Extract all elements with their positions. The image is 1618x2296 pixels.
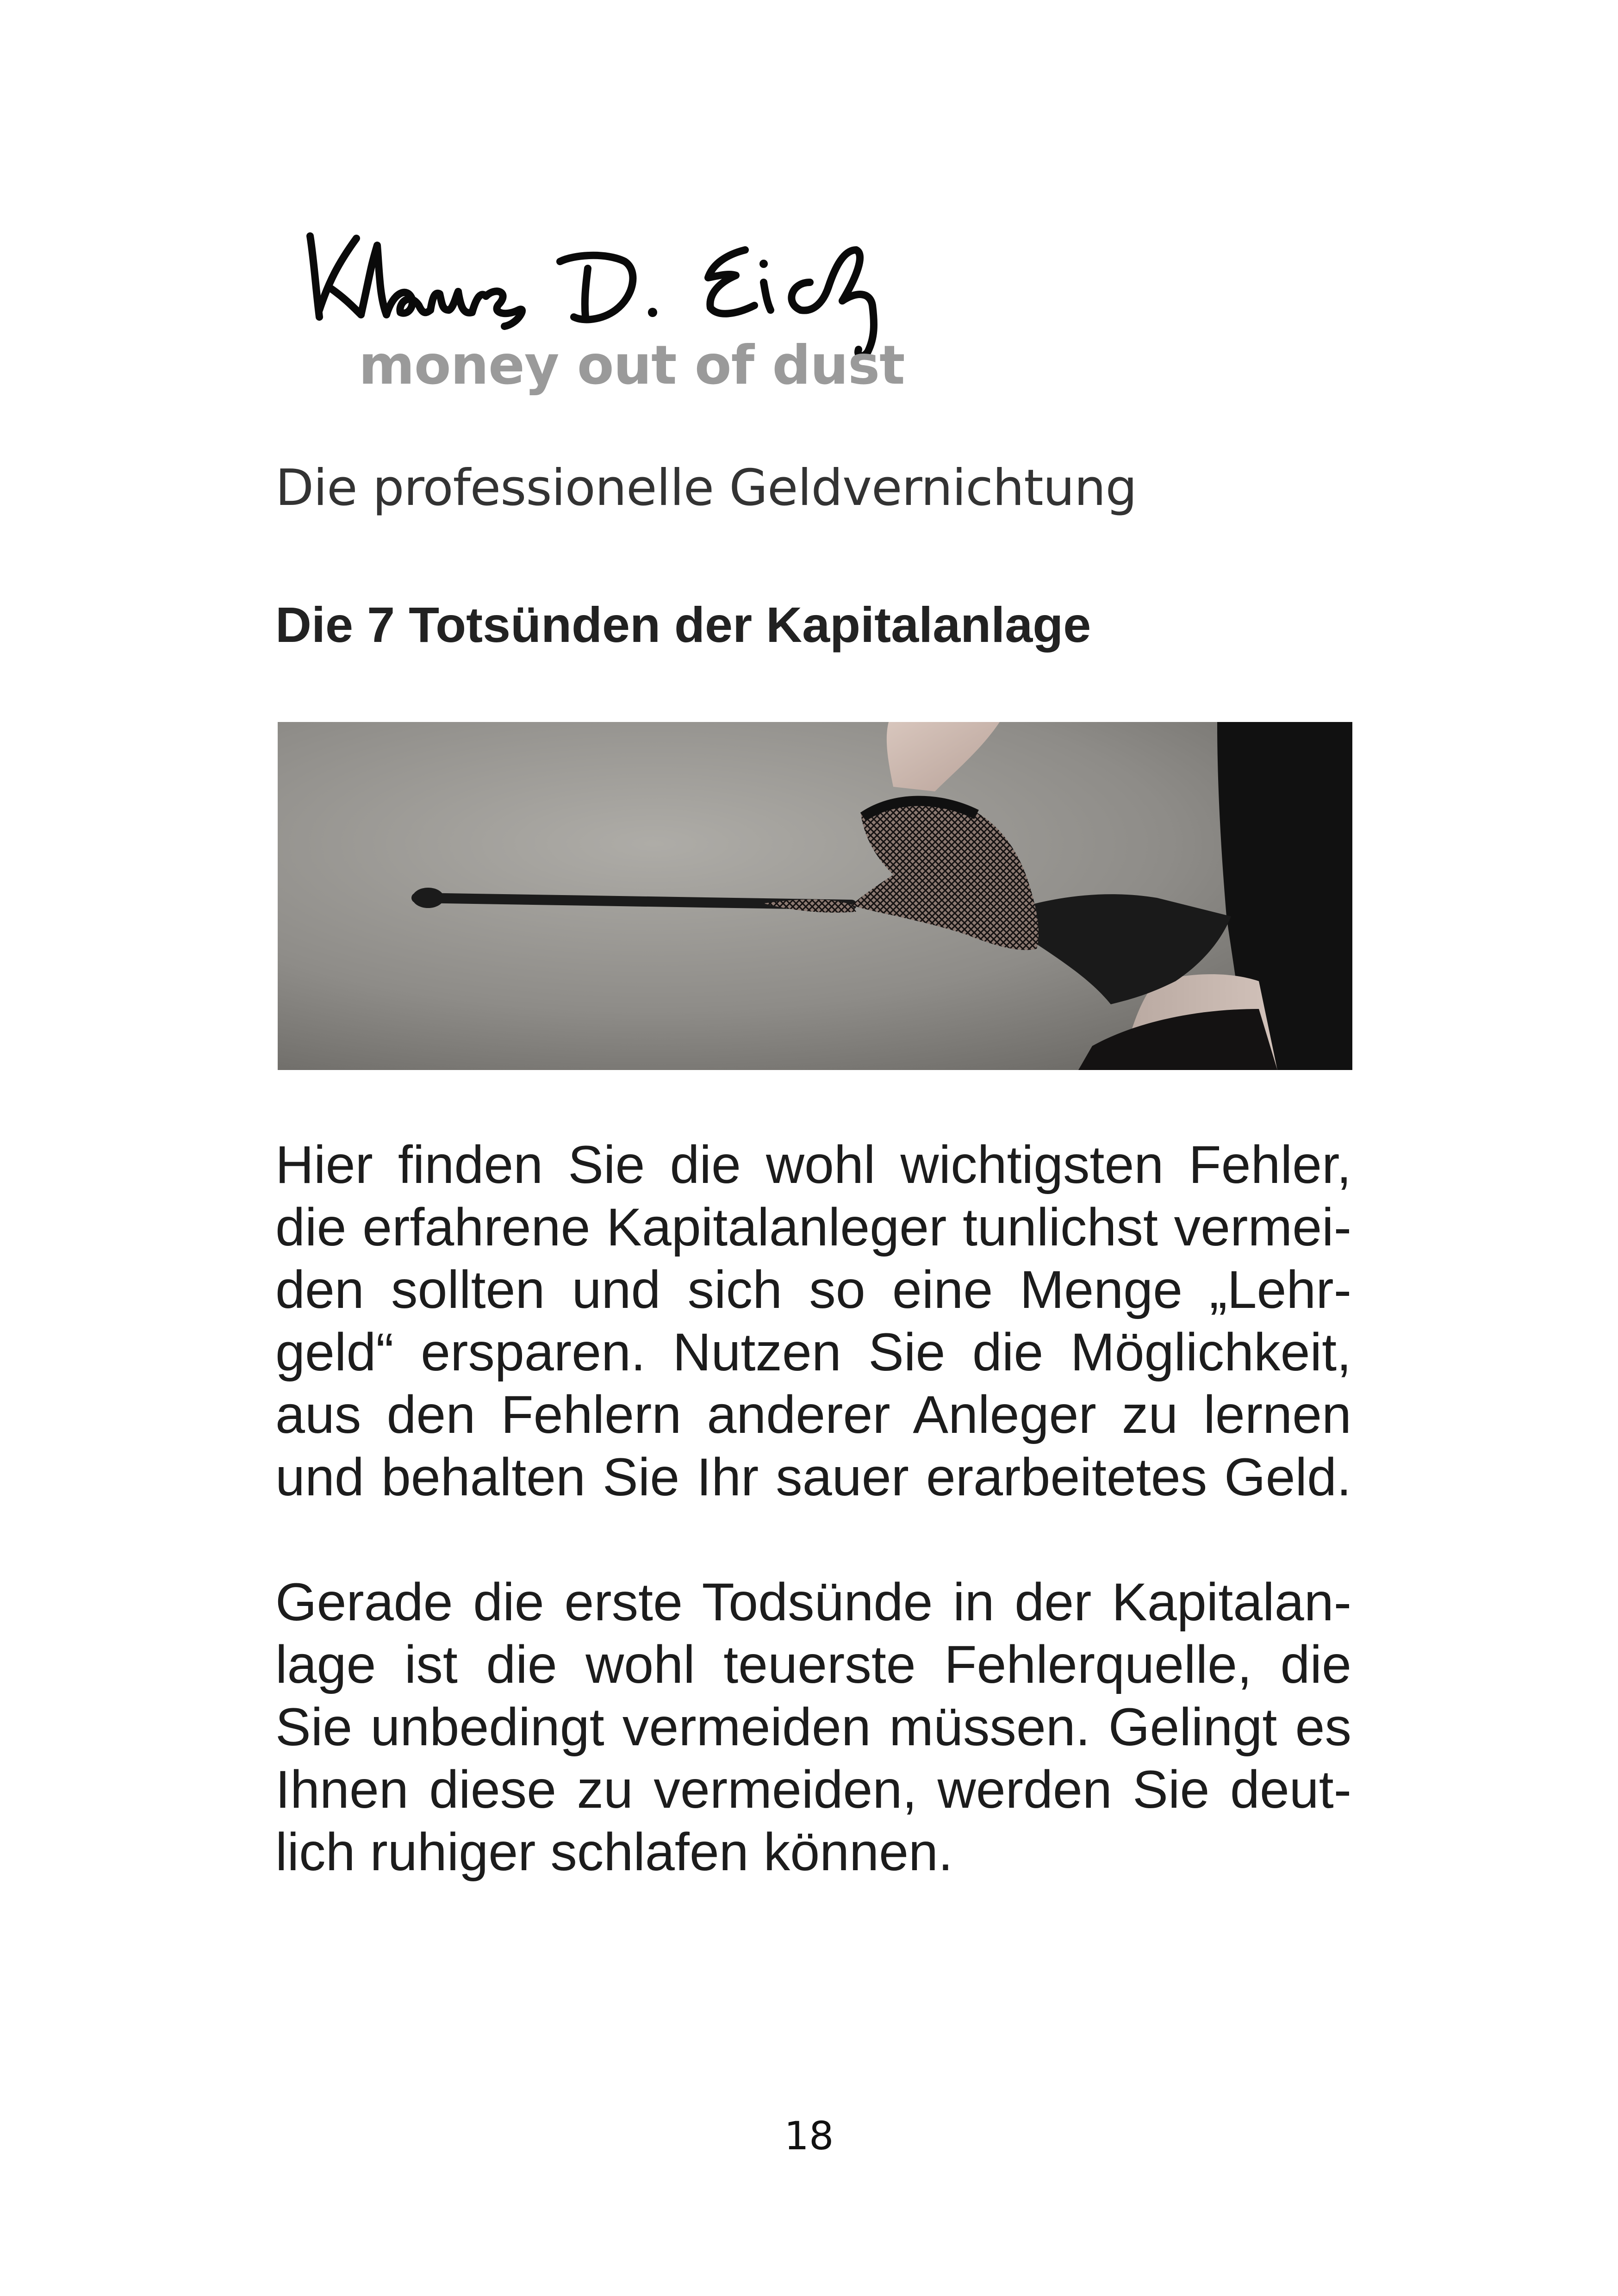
text-line: Gerade die erste Todsünde in der Kapitalan- — [275, 1573, 1351, 1632]
text-line: Sie unbedingt vermeiden müssen. Gelingt es — [275, 1698, 1351, 1757]
body-paragraph-1 — [275, 1134, 1351, 1509]
page-number: 18 — [784, 2113, 834, 2159]
text-line: geld“ ersparen. Nutzen Sie die Möglichkeit, — [275, 1323, 1351, 1382]
text-line: die erfahrene Kapitalanleger tunlichst vermei- — [275, 1198, 1351, 1257]
text-line: lage ist die wohl teuerste Fehlerquelle, die — [275, 1635, 1351, 1694]
tagline: money out of dust — [359, 334, 905, 397]
text-line: aus den Fehlern anderer Anleger zu lernen — [275, 1385, 1351, 1444]
document-heading: Die 7 Totsünden der Kapitalanlage — [275, 597, 1091, 653]
text-line: den sollten und sich so eine Menge „Lehr- — [275, 1260, 1351, 1319]
text-line: Hier finden Sie die wohl wichtigsten Fehler, — [275, 1135, 1351, 1195]
text-line: und behalten Sie Ihr sauer erarbeitetes Geld. — [275, 1448, 1351, 1507]
body-paragraph-2 — [275, 1571, 1351, 1884]
header-photo — [278, 722, 1352, 1070]
text-line: Ihnen diese zu vermeiden, werden Sie deut- — [275, 1760, 1351, 1819]
document-subtitle: Die professionelle Geldvernichtung — [275, 459, 1137, 517]
text-line: lich ruhiger schlafen können. — [275, 1823, 953, 1882]
